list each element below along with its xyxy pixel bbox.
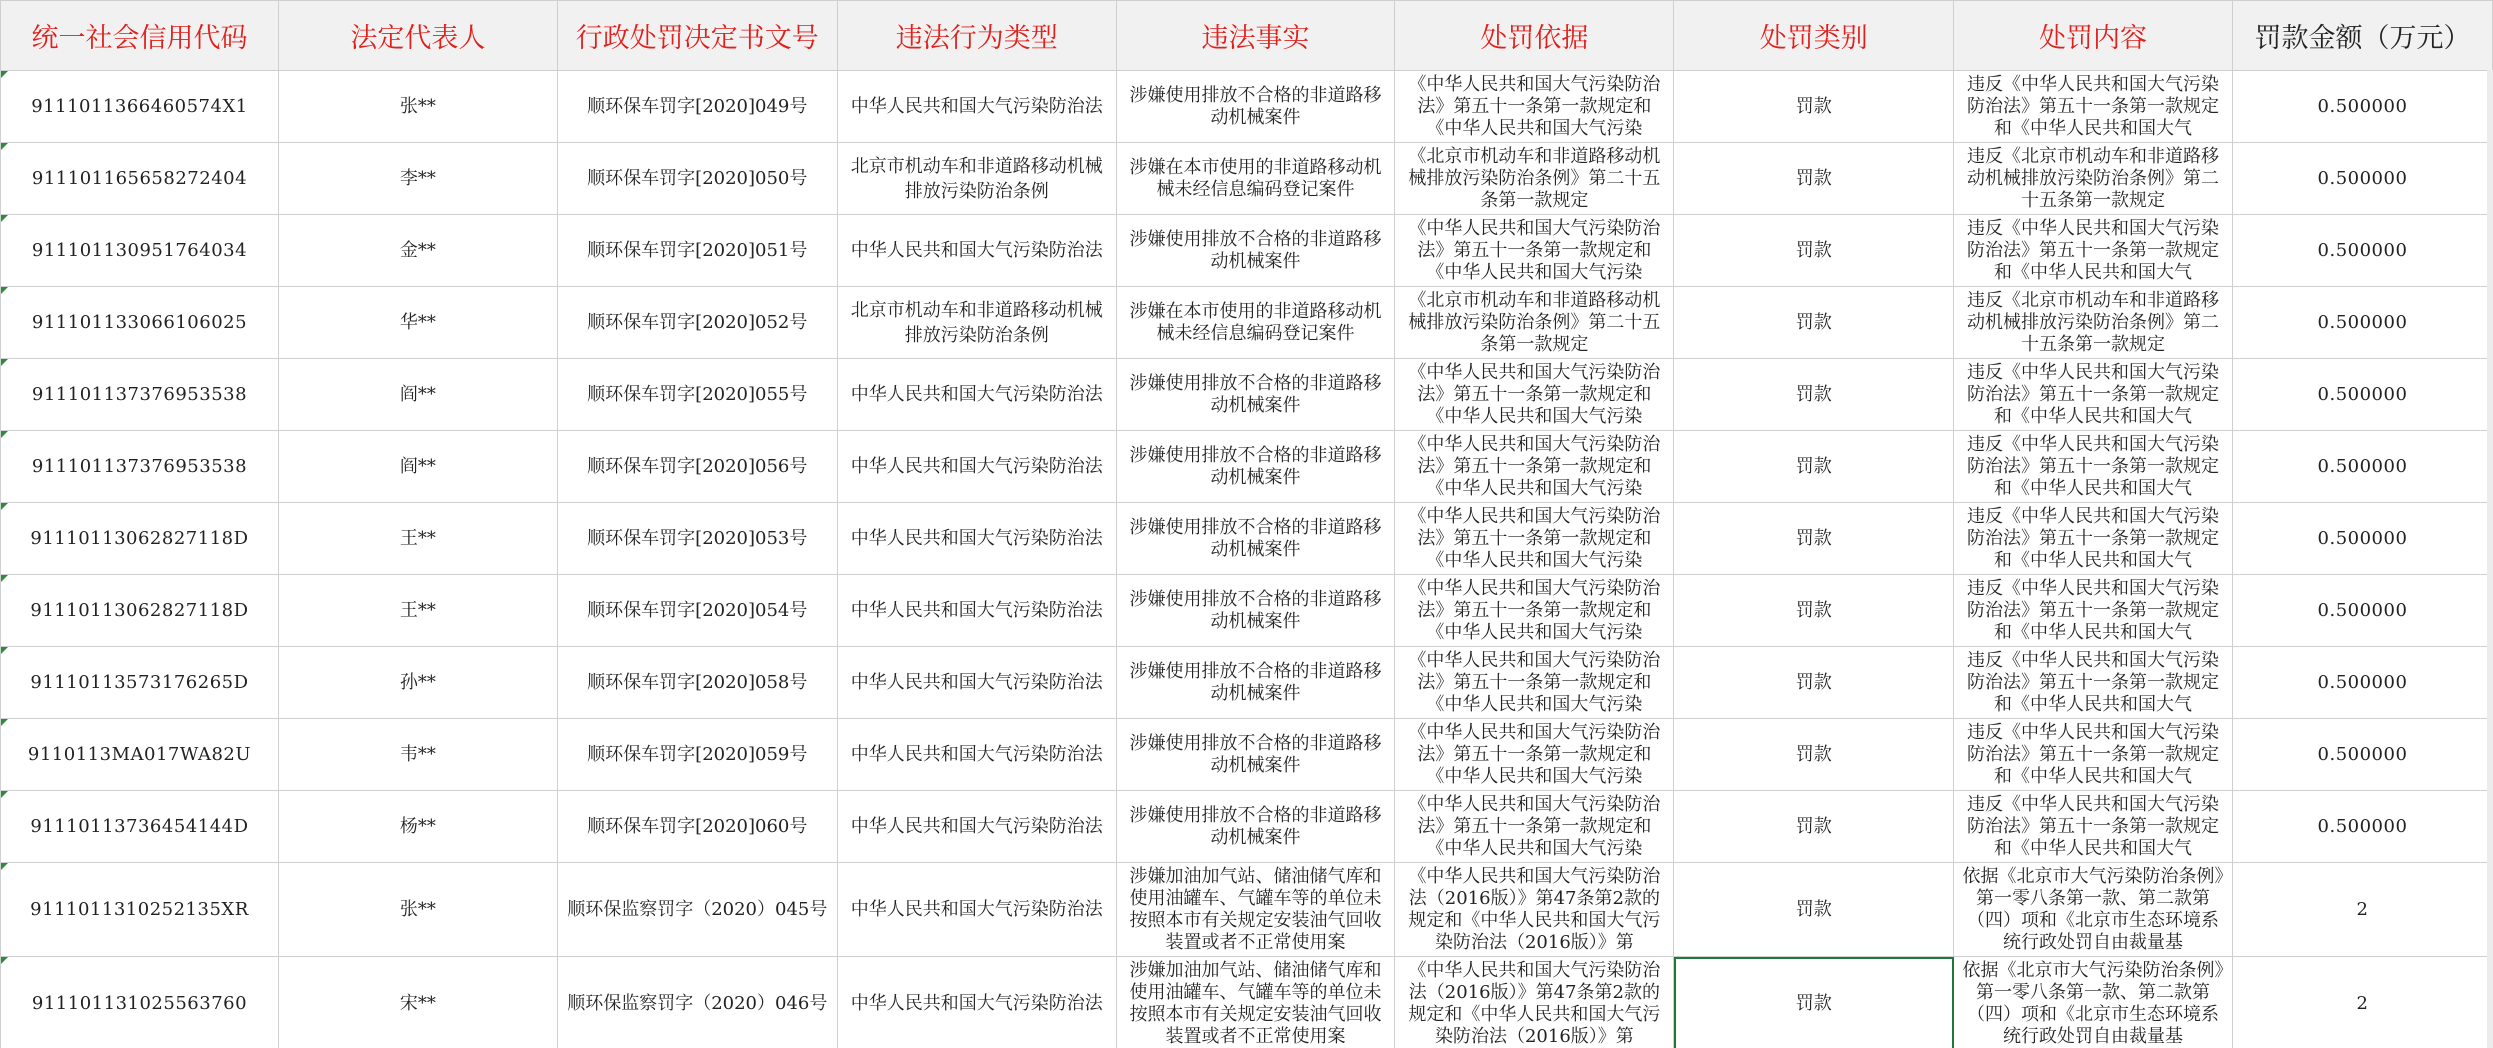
cell-fine-amount[interactable] [2232, 431, 2492, 503]
cell-violation-facts[interactable] [1116, 287, 1395, 359]
cell-penalty-basis[interactable] [1395, 719, 1674, 791]
cell-fine-amount[interactable] [2232, 143, 2492, 215]
cell-penalty-basis-text: 《中华人民共和国大气污染防治法》第五十一条第一款规定和《中华人民共和国大气污染 [1408, 361, 1661, 427]
cell-violation-facts[interactable] [1116, 647, 1395, 719]
cell-credit-code-text: 911101130951764034 [31, 240, 248, 261]
cell-penalty-basis-text: 《北京市机动车和非道路移动机械排放污染防治条例》第二十五条第一款规定 [1408, 289, 1661, 355]
cell-penalty-basis[interactable] [1395, 791, 1674, 863]
cell-violation-facts[interactable] [1116, 503, 1395, 575]
cell-credit-code-text: 91110113062827118D [30, 600, 249, 621]
cell-fine-amount-text: 0.500000 [2317, 96, 2408, 117]
cell-credit-code[interactable] [1, 215, 279, 287]
cell-fine-amount-text: 0.500000 [2317, 312, 2408, 333]
cell-credit-code[interactable] [1, 791, 279, 863]
cell-penalty-category[interactable] [1674, 359, 1954, 431]
cell-violation-type[interactable] [837, 791, 1116, 863]
cell-credit-code[interactable] [1, 575, 279, 647]
table-row [1, 719, 2493, 791]
cell-violation-facts[interactable] [1116, 791, 1395, 863]
cell-penalty-content[interactable] [1954, 503, 2233, 575]
cell-violation-type-text: 北京市机动车和非道路移动机械排放污染防治条例 [850, 155, 1103, 202]
cell-credit-code-text: 9110113MA017WA82U [27, 744, 252, 765]
cell-violation-facts-text: 涉嫌在本市使用的非道路移动机械未经信息编码登记案件 [1129, 156, 1382, 200]
cell-violation-facts-text: 涉嫌加油加气站、储油储气库和使用油罐车、气罐车等的单位未按照本市有关规定安装油气回收装置或者不正常使用案 [1129, 865, 1382, 953]
cell-penalty-content-text: 违反《中华人民共和国大气污染防治法》第五十一条第一款规定和《中华人民共和国大气 [1967, 505, 2220, 571]
cell-violation-facts[interactable] [1116, 719, 1395, 791]
header-cell-credit-code[interactable]: 统一社会信用代码 [1, 1, 279, 71]
cell-penalty-category-text: 罚款 [1795, 744, 1832, 765]
cell-penalty-basis-text: 《中华人民共和国大气污染防治法（2016版）》第47条第2款的规定和《中华人民共和国大气污染防治法（2016版）》第 [1408, 959, 1661, 1047]
cell-penalty-content-text: 违反《中华人民共和国大气污染防治法》第五十一条第一款规定和《中华人民共和国大气 [1967, 577, 2220, 643]
cell-penalty-basis[interactable] [1395, 143, 1674, 215]
cell-violation-facts-text: 涉嫌使用排放不合格的非道路移动机械案件 [1129, 372, 1382, 416]
table-row [1, 647, 2493, 719]
cell-fine-amount[interactable] [2232, 359, 2492, 431]
cell-credit-code[interactable] [1, 957, 279, 1048]
cell-penalty-category-text: 罚款 [1795, 528, 1832, 549]
cell-decision-number[interactable] [557, 431, 837, 503]
cell-fine-amount-text: 2 [2356, 899, 2369, 920]
cell-legal-rep[interactable] [278, 957, 557, 1048]
table-row [1, 287, 2493, 359]
cell-decision-number[interactable] [557, 791, 837, 863]
cell-fine-amount-text: 0.500000 [2317, 168, 2408, 189]
cell-decision-number-text: 顺环保监察罚字（2020）046号 [567, 993, 828, 1014]
cell-decision-number[interactable] [557, 143, 837, 215]
table-row [1, 957, 2493, 1048]
cell-violation-type-text: 中华人民共和国大气污染防治法 [850, 816, 1103, 837]
cell-violation-facts[interactable] [1116, 957, 1395, 1048]
cell-penalty-category-text: 罚款 [1795, 600, 1832, 621]
cell-decision-number[interactable] [557, 575, 837, 647]
cell-fine-amount[interactable] [2232, 863, 2492, 957]
cell-legal-rep-text: 张** [399, 96, 436, 117]
header-cell-penalty-basis[interactable]: 处罚依据 [1395, 1, 1674, 71]
cell-legal-rep[interactable] [278, 647, 557, 719]
cell-penalty-content[interactable] [1954, 575, 2233, 647]
cell-penalty-content-text: 依据《北京市大气污染防治条例》第一零八条第一款、第二款第（四）项和《北京市生态环境系统行政处罚自由裁量基 [1962, 959, 2224, 1047]
cell-credit-code-text: 91110113573176265D [30, 672, 249, 693]
cell-penalty-basis-text: 《北京市机动车和非道路移动机械排放污染防治条例》第二十五条第一款规定 [1408, 145, 1661, 211]
cell-violation-type[interactable] [837, 431, 1116, 503]
table-row [1, 71, 2493, 143]
cell-violation-type[interactable] [837, 957, 1116, 1048]
cell-penalty-basis[interactable] [1395, 647, 1674, 719]
cell-legal-rep-text: 张** [399, 899, 436, 920]
cell-penalty-category-text: 罚款 [1795, 672, 1832, 693]
cell-violation-facts-text: 涉嫌使用排放不合格的非道路移动机械案件 [1129, 444, 1382, 488]
cell-penalty-content[interactable] [1954, 287, 2233, 359]
cell-decision-number[interactable] [557, 215, 837, 287]
cell-legal-rep[interactable] [278, 791, 557, 863]
cell-penalty-content[interactable] [1954, 359, 2233, 431]
cell-violation-facts[interactable] [1116, 431, 1395, 503]
cell-penalty-content[interactable] [1954, 143, 2233, 215]
cell-penalty-content[interactable] [1954, 719, 2233, 791]
cell-fine-amount[interactable] [2232, 71, 2492, 143]
cell-violation-facts-text: 涉嫌使用排放不合格的非道路移动机械案件 [1129, 228, 1382, 272]
cell-penalty-category[interactable] [1674, 575, 1954, 647]
comment-indicator-icon [1, 215, 8, 222]
cell-decision-number[interactable] [557, 719, 837, 791]
cell-violation-type-text: 中华人民共和国大气污染防治法 [850, 240, 1103, 261]
cell-legal-rep-text: 华** [399, 312, 436, 333]
comment-indicator-icon [1, 957, 8, 964]
table-row [1, 575, 2493, 647]
comment-indicator-icon [1, 287, 8, 294]
cell-penalty-content-text: 违反《北京市机动车和非道路移动机械排放污染防治条例》第二十五条第一款规定 [1967, 289, 2220, 355]
cell-penalty-basis[interactable] [1395, 71, 1674, 143]
header-cell-decision-number[interactable]: 行政处罚决定书文号 [557, 1, 837, 71]
cell-credit-code-text: 91110113736454144D [30, 816, 249, 837]
cell-violation-facts[interactable] [1116, 71, 1395, 143]
cell-penalty-category[interactable] [1674, 647, 1954, 719]
cell-penalty-category[interactable] [1674, 71, 1954, 143]
cell-fine-amount[interactable] [2232, 575, 2492, 647]
header-cell-violation-facts[interactable]: 违法事实 [1116, 1, 1395, 71]
cell-decision-number-text: 顺环保车罚字[2020]058号 [587, 672, 808, 693]
cell-legal-rep-text: 王** [399, 600, 436, 621]
comment-indicator-icon [1, 719, 8, 726]
cell-credit-code[interactable] [1, 431, 279, 503]
cell-penalty-basis-text: 《中华人民共和国大气污染防治法》第五十一条第一款规定和《中华人民共和国大气污染 [1408, 217, 1661, 283]
comment-indicator-icon [1, 71, 8, 78]
cell-penalty-content-text: 违反《中华人民共和国大气污染防治法》第五十一条第一款规定和《中华人民共和国大气 [1967, 649, 2220, 715]
cell-legal-rep-text: 阎** [399, 384, 436, 405]
cell-fine-amount-text: 0.500000 [2317, 528, 2408, 549]
cell-credit-code[interactable] [1, 719, 279, 791]
cell-legal-rep[interactable] [278, 359, 557, 431]
header-cell-penalty-content[interactable]: 处罚内容 [1954, 1, 2233, 71]
cell-fine-amount-text: 0.500000 [2317, 456, 2408, 477]
cell-legal-rep-text: 金** [399, 240, 436, 261]
cell-credit-code-text: 911101137376953538 [31, 384, 248, 405]
cell-decision-number[interactable] [557, 863, 837, 957]
cell-penalty-category-text: 罚款 [1795, 816, 1832, 837]
cell-violation-type-text: 中华人民共和国大气污染防治法 [850, 456, 1103, 477]
cell-penalty-content[interactable] [1954, 791, 2233, 863]
table-row [1, 359, 2493, 431]
cell-penalty-category-text: 罚款 [1795, 240, 1832, 261]
table-row [1, 863, 2493, 957]
cell-legal-rep[interactable] [278, 503, 557, 575]
comment-indicator-icon [1, 791, 8, 798]
comment-indicator-icon [1, 431, 8, 438]
cell-penalty-category[interactable] [1674, 143, 1954, 215]
cell-violation-facts[interactable] [1116, 215, 1395, 287]
cell-legal-rep[interactable] [278, 575, 557, 647]
cell-decision-number[interactable] [557, 287, 837, 359]
cell-violation-type-text: 中华人民共和国大气污染防治法 [850, 744, 1103, 765]
cell-violation-type[interactable] [837, 71, 1116, 143]
cell-penalty-content[interactable] [1954, 647, 2233, 719]
table-row [1, 143, 2493, 215]
cell-legal-rep[interactable] [278, 431, 557, 503]
cell-penalty-basis[interactable] [1395, 215, 1674, 287]
cell-penalty-content-text: 依据《北京市大气污染防治条例》第一零八条第一款、第二款第（四）项和《北京市生态环境系统行政处罚自由裁量基 [1962, 865, 2224, 953]
header-row [1, 1, 2493, 71]
cell-decision-number-text: 顺环保车罚字[2020]050号 [587, 168, 808, 189]
cell-penalty-content[interactable] [1954, 957, 2233, 1048]
cell-credit-code-text: 911101131025563760 [31, 993, 248, 1014]
cell-penalty-content-text: 违反《中华人民共和国大气污染防治法》第五十一条第一款规定和《中华人民共和国大气 [1967, 361, 2220, 427]
cell-violation-type[interactable] [837, 575, 1116, 647]
cell-violation-facts-text: 涉嫌加油加气站、储油储气库和使用油罐车、气罐车等的单位未按照本市有关规定安装油气回收装置或者不正常使用案 [1129, 959, 1382, 1047]
cell-decision-number-text: 顺环保车罚字[2020]055号 [587, 384, 808, 405]
cell-decision-number-text: 顺环保车罚字[2020]060号 [587, 816, 808, 837]
cell-penalty-category-text: 罚款 [1795, 384, 1832, 405]
cell-penalty-basis-text: 《中华人民共和国大气污染防治法》第五十一条第一款规定和《中华人民共和国大气污染 [1408, 73, 1661, 139]
cell-penalty-category[interactable] [1674, 719, 1954, 791]
cell-penalty-content[interactable] [1954, 431, 2233, 503]
cell-penalty-category-text: 罚款 [1795, 168, 1832, 189]
cell-penalty-basis-text: 《中华人民共和国大气污染防治法》第五十一条第一款规定和《中华人民共和国大气污染 [1408, 649, 1661, 715]
cell-penalty-category[interactable] [1674, 863, 1954, 957]
cell-credit-code-text: 911101165658272404 [31, 168, 248, 189]
cell-penalty-basis[interactable] [1395, 863, 1674, 957]
cell-violation-facts-text: 涉嫌使用排放不合格的非道路移动机械案件 [1129, 84, 1382, 128]
cell-violation-type-text: 中华人民共和国大气污染防治法 [850, 96, 1103, 117]
cell-penalty-content[interactable] [1954, 863, 2233, 957]
cell-legal-rep-text: 杨** [399, 816, 436, 837]
cell-violation-type[interactable] [837, 863, 1116, 957]
cell-violation-type-text: 中华人民共和国大气污染防治法 [850, 384, 1103, 405]
cell-violation-type[interactable] [837, 503, 1116, 575]
cell-penalty-basis[interactable] [1395, 503, 1674, 575]
cell-fine-amount-text: 0.500000 [2317, 240, 2408, 261]
cell-credit-code[interactable] [1, 359, 279, 431]
cell-penalty-basis[interactable] [1395, 575, 1674, 647]
cell-legal-rep[interactable] [278, 215, 557, 287]
cell-penalty-category-text: 罚款 [1795, 456, 1832, 477]
cell-violation-facts[interactable] [1116, 143, 1395, 215]
cell-penalty-basis-text: 《中华人民共和国大气污染防治法》第五十一条第一款规定和《中华人民共和国大气污染 [1408, 793, 1661, 859]
cell-legal-rep-text: 韦** [399, 744, 436, 765]
cell-penalty-basis[interactable] [1395, 431, 1674, 503]
cell-violation-facts[interactable] [1116, 863, 1395, 957]
cell-fine-amount[interactable] [2232, 647, 2492, 719]
cell-penalty-content-text: 违反《中华人民共和国大气污染防治法》第五十一条第一款规定和《中华人民共和国大气 [1967, 721, 2220, 787]
comment-indicator-icon [1, 647, 8, 654]
cell-penalty-basis-text: 《中华人民共和国大气污染防治法（2016版）》第47条第2款的规定和《中华人民共和国大气污染防治法（2016版）》第 [1408, 865, 1661, 953]
comment-indicator-icon [1, 503, 8, 510]
cell-penalty-category-text: 罚款 [1795, 96, 1832, 117]
cell-penalty-content[interactable] [1954, 71, 2233, 143]
cell-fine-amount[interactable] [2232, 287, 2492, 359]
cell-credit-code-text: 91110113062827118D [30, 528, 249, 549]
cell-penalty-category[interactable] [1674, 957, 1954, 1048]
cell-violation-type[interactable] [837, 143, 1116, 215]
header-cell-legal-rep[interactable]: 法定代表人 [278, 1, 557, 71]
table-row [1, 503, 2493, 575]
cell-decision-number-text: 顺环保车罚字[2020]053号 [587, 528, 808, 549]
cell-decision-number-text: 顺环保车罚字[2020]051号 [587, 240, 808, 261]
cell-violation-type-text: 中华人民共和国大气污染防治法 [850, 993, 1103, 1014]
table-row [1, 791, 2493, 863]
cell-penalty-category[interactable] [1674, 503, 1954, 575]
cell-penalty-category-text: 罚款 [1795, 899, 1832, 920]
cell-fine-amount-text: 2 [2356, 993, 2369, 1014]
cell-penalty-basis[interactable] [1395, 957, 1674, 1048]
cell-credit-code[interactable] [1, 287, 279, 359]
cell-penalty-basis[interactable] [1395, 287, 1674, 359]
cell-fine-amount[interactable] [2232, 791, 2492, 863]
header-cell-violation-type[interactable]: 违法行为类型 [837, 1, 1116, 71]
cell-credit-code-text: 9111011366460574X1 [31, 96, 248, 117]
cell-decision-number[interactable] [557, 647, 837, 719]
cell-penalty-basis-text: 《中华人民共和国大气污染防治法》第五十一条第一款规定和《中华人民共和国大气污染 [1408, 433, 1661, 499]
cell-legal-rep[interactable] [278, 287, 557, 359]
comment-indicator-icon [1, 359, 8, 366]
cell-penalty-content-text: 违反《中华人民共和国大气污染防治法》第五十一条第一款规定和《中华人民共和国大气 [1967, 217, 2220, 283]
cell-violation-facts-text: 涉嫌在本市使用的非道路移动机械未经信息编码登记案件 [1129, 300, 1382, 344]
cell-penalty-content-text: 违反《中华人民共和国大气污染防治法》第五十一条第一款规定和《中华人民共和国大气 [1967, 73, 2220, 139]
cell-decision-number-text: 顺环保车罚字[2020]054号 [587, 600, 808, 621]
cell-penalty-content-text: 违反《中华人民共和国大气污染防治法》第五十一条第一款规定和《中华人民共和国大气 [1967, 793, 2220, 859]
cell-legal-rep-text: 李** [399, 168, 436, 189]
header-cell-penalty-category[interactable]: 处罚类别 [1674, 1, 1954, 71]
cell-penalty-basis-text: 《中华人民共和国大气污染防治法》第五十一条第一款规定和《中华人民共和国大气污染 [1408, 577, 1661, 643]
cell-decision-number-text: 顺环保监察罚字（2020）045号 [567, 899, 828, 920]
cell-violation-type[interactable] [837, 287, 1116, 359]
cell-legal-rep[interactable] [278, 863, 557, 957]
cell-violation-type[interactable] [837, 719, 1116, 791]
cell-violation-facts-text: 涉嫌使用排放不合格的非道路移动机械案件 [1129, 660, 1382, 704]
cell-penalty-basis-text: 《中华人民共和国大气污染防治法》第五十一条第一款规定和《中华人民共和国大气污染 [1408, 721, 1661, 787]
comment-indicator-icon [1, 143, 8, 150]
cell-fine-amount-text: 0.500000 [2317, 384, 2408, 405]
cell-violation-facts-text: 涉嫌使用排放不合格的非道路移动机械案件 [1129, 516, 1382, 560]
cell-fine-amount-text: 0.500000 [2317, 744, 2408, 765]
cell-credit-code[interactable] [1, 71, 279, 143]
comment-indicator-icon [1, 575, 8, 582]
cell-decision-number-text: 顺环保车罚字[2020]049号 [587, 96, 808, 117]
cell-fine-amount-text: 0.500000 [2317, 672, 2408, 693]
cell-penalty-content[interactable] [1954, 215, 2233, 287]
cell-credit-code-text: 911101137376953538 [31, 456, 248, 477]
cell-fine-amount[interactable] [2232, 503, 2492, 575]
cell-violation-type-text: 中华人民共和国大气污染防治法 [850, 528, 1103, 549]
cell-fine-amount[interactable] [2232, 215, 2492, 287]
cell-penalty-content-text: 违反《北京市机动车和非道路移动机械排放污染防治条例》第二十五条第一款规定 [1967, 145, 2220, 211]
cell-violation-type[interactable] [837, 647, 1116, 719]
cell-legal-rep[interactable] [278, 143, 557, 215]
cell-violation-type-text: 北京市机动车和非道路移动机械排放污染防治条例 [850, 299, 1103, 346]
cell-penalty-category[interactable] [1674, 215, 1954, 287]
table-row [1, 215, 2493, 287]
cell-decision-number[interactable] [557, 503, 837, 575]
cell-penalty-category-text: 罚款 [1795, 993, 1832, 1014]
cell-violation-type[interactable] [837, 359, 1116, 431]
cell-penalty-basis[interactable] [1395, 359, 1674, 431]
cell-decision-number-text: 顺环保车罚字[2020]059号 [587, 744, 808, 765]
comment-indicator-icon [1, 863, 8, 870]
cell-violation-facts-text: 涉嫌使用排放不合格的非道路移动机械案件 [1129, 804, 1382, 848]
cell-violation-type-text: 中华人民共和国大气污染防治法 [850, 600, 1103, 621]
cell-fine-amount-text: 0.500000 [2317, 600, 2408, 621]
cell-violation-facts-text: 涉嫌使用排放不合格的非道路移动机械案件 [1129, 732, 1382, 776]
cell-violation-type-text: 中华人民共和国大气污染防治法 [850, 899, 1103, 920]
cell-violation-type[interactable] [837, 215, 1116, 287]
cell-decision-number-text: 顺环保车罚字[2020]052号 [587, 312, 808, 333]
cell-violation-type-text: 中华人民共和国大气污染防治法 [850, 672, 1103, 693]
vertical-scrollbar[interactable] [2487, 70, 2493, 1048]
cell-legal-rep[interactable] [278, 719, 557, 791]
table-row [1, 431, 2493, 503]
cell-decision-number[interactable] [557, 359, 837, 431]
header-cell-fine-amount[interactable]: 罚款金额（万元） [2232, 1, 2492, 71]
cell-penalty-category[interactable] [1674, 431, 1954, 503]
cell-violation-facts[interactable] [1116, 575, 1395, 647]
cell-fine-amount[interactable] [2232, 719, 2492, 791]
cell-legal-rep-text: 孙** [399, 672, 436, 693]
cell-fine-amount-text: 0.500000 [2317, 816, 2408, 837]
cell-credit-code[interactable] [1, 143, 279, 215]
cell-credit-code-text: 9111011310252135XR [30, 899, 249, 920]
cell-penalty-basis-text: 《中华人民共和国大气污染防治法》第五十一条第一款规定和《中华人民共和国大气污染 [1408, 505, 1661, 571]
cell-legal-rep-text: 王** [399, 528, 436, 549]
cell-decision-number[interactable] [557, 71, 837, 143]
cell-fine-amount[interactable] [2232, 957, 2492, 1048]
cell-legal-rep[interactable] [278, 71, 557, 143]
cell-penalty-category-text: 罚款 [1795, 312, 1832, 333]
cell-legal-rep-text: 宋** [399, 993, 436, 1014]
cell-legal-rep-text: 阎** [399, 456, 436, 477]
cell-penalty-category[interactable] [1674, 791, 1954, 863]
cell-decision-number[interactable] [557, 957, 837, 1048]
cell-penalty-content-text: 违反《中华人民共和国大气污染防治法》第五十一条第一款规定和《中华人民共和国大气 [1967, 433, 2220, 499]
cell-violation-facts-text: 涉嫌使用排放不合格的非道路移动机械案件 [1129, 588, 1382, 632]
cell-credit-code[interactable] [1, 503, 279, 575]
cell-credit-code[interactable] [1, 647, 279, 719]
cell-violation-facts[interactable] [1116, 359, 1395, 431]
cell-decision-number-text: 顺环保车罚字[2020]056号 [587, 456, 808, 477]
cell-credit-code-text: 911101133066106025 [31, 312, 248, 333]
cell-credit-code[interactable] [1, 863, 279, 957]
cell-penalty-category[interactable] [1674, 287, 1954, 359]
